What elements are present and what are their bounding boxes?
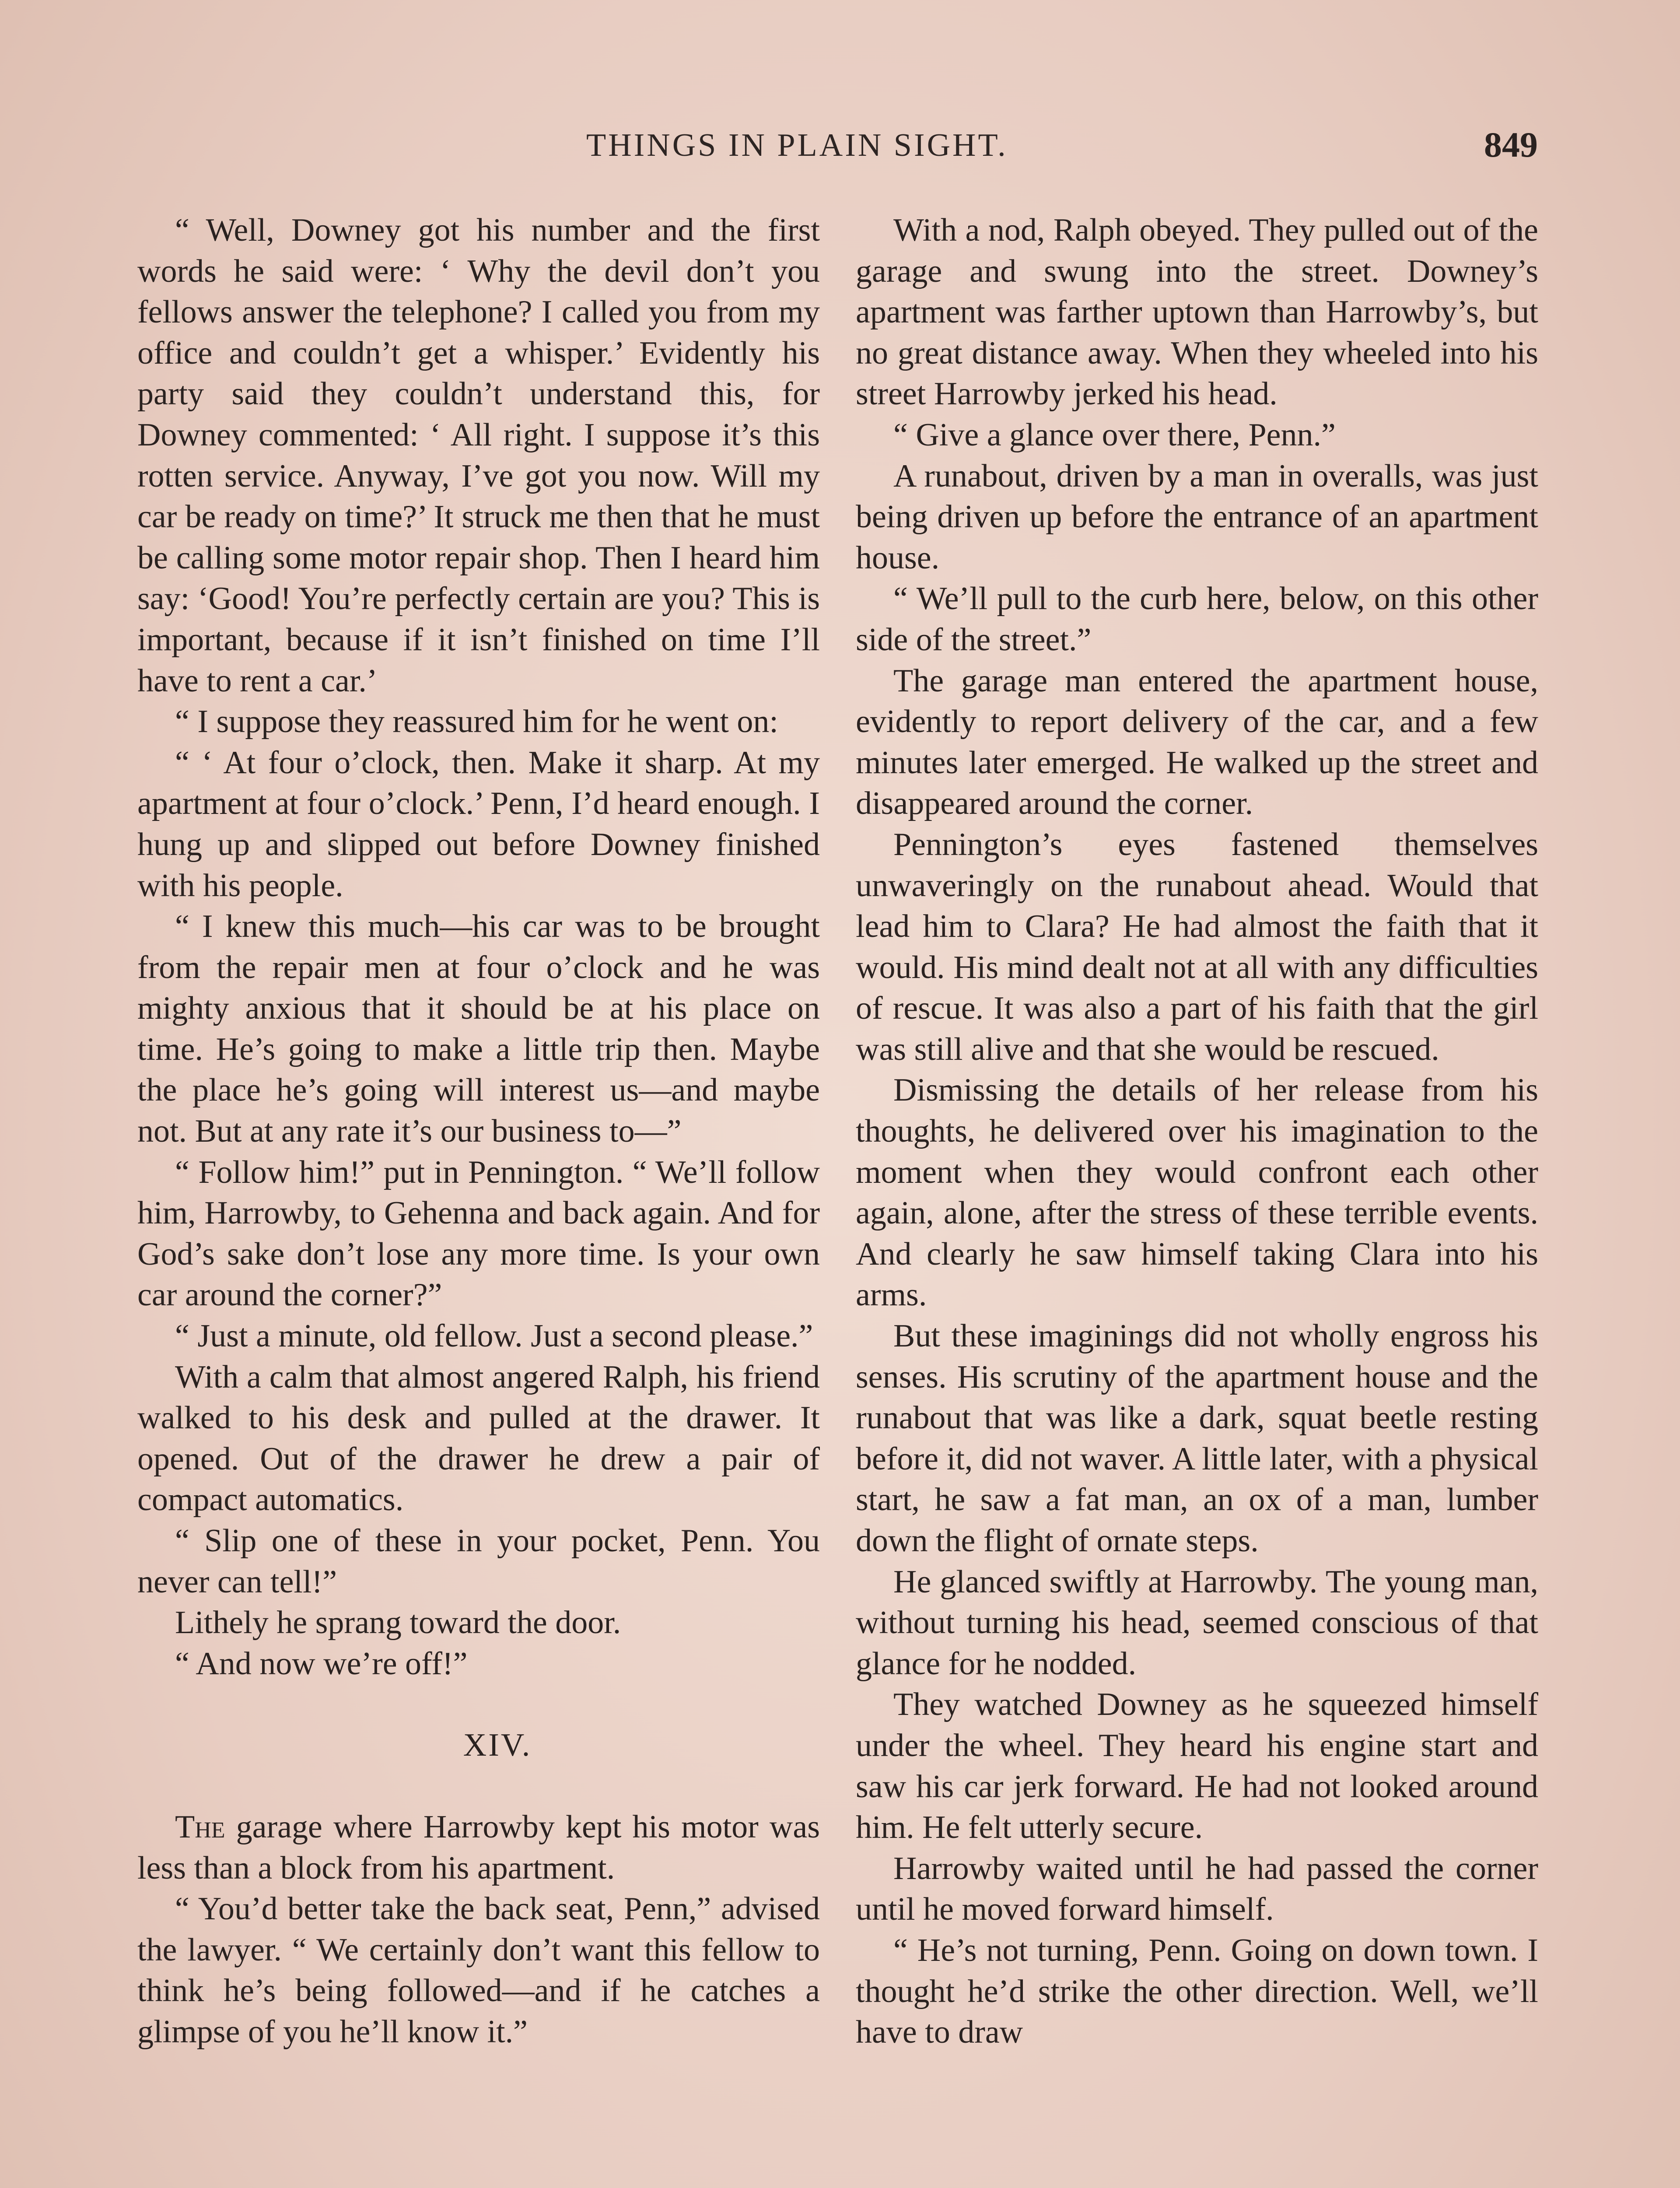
paragraph: “ I suppose they reassured him for he went on: bbox=[175, 704, 778, 740]
running-title: THINGS IN PLAIN SIGHT. bbox=[586, 127, 1008, 163]
paragraph: Dismissing the details of her release from his thoughts, he delivered over his imagination to the moment when they would confront each other again, alone, after the stress of these terrible events. And clearly he saw himself taking Clara into his arms. bbox=[856, 1072, 1538, 1313]
paragraph: “ Just a minute, old fellow. Just a second please.” bbox=[175, 1318, 813, 1354]
paragraph: With a nod, Ralph obeyed. They pulled out of the garage and swung into the street. Downey’s apartment was farther uptown than Harrowby’s, but no great distance away. When they wheeled into his street Harrowby jerked his head. bbox=[856, 212, 1538, 412]
paragraph: “ Well, Downey got his number and the first words he said were: ‘ Why the devil don’t you fellows answer the telephone? I called you from my office and couldn’t get a whisper.’ Evidently his party said they couldn’t understand this, for Downey commented: ‘ All right. I suppose it’s this rotten service. Anyway, I’ve got you now. Will my car be ready on time?’ It struck me then that he must be calling some motor repair shop. Then I heard him say: ‘Good! You’re perfectly certain are you? This is important, because if it isn’t finished on time I’ll have to rent a car.’ bbox=[137, 212, 820, 699]
paragraph: Harrowby waited until he had passed the corner until he moved forward himself. bbox=[856, 1850, 1538, 1928]
paragraph: He glanced swiftly at Harrowby. The young man, without turning his head, seemed conscious of that glance for he nodded. bbox=[856, 1564, 1538, 1682]
right-column bbox=[856, 210, 1538, 2053]
paragraph: A runabout, driven by a man in overalls, was just being driven up before the entrance of an apartment house. bbox=[856, 458, 1538, 576]
paragraph: “ You’d better take the back seat, Penn,” advised the lawyer. “ We certainly don’t want this fellow to think he’s being followed—and if he catches a glimpse of you he’ll know it.” bbox=[137, 1891, 820, 2050]
paragraph: “ He’s not turning, Penn. Going on down town. I thought he’d strike the other direction. Well, we’ll have to draw bbox=[856, 1932, 1538, 2051]
paragraph: They watched Downey as he squeezed himself under the wheel. They heard his engine start and saw his car jerk forward. He had not looked around him. He felt utterly secure. bbox=[856, 1687, 1538, 1846]
paragraph: “ Give a glance over there, Penn.” bbox=[893, 417, 1336, 453]
chapter-opening-text: garage where Harrowby kept his motor was less than a block from his apartment. bbox=[137, 1809, 820, 1886]
chapter-heading: XIV. bbox=[463, 1727, 532, 1764]
paragraph: With a calm that almost angered Ralph, his friend walked to his desk and pulled at the drawer. It opened. Out of the drawer he drew a pair of compact automatics. bbox=[137, 1359, 820, 1518]
chapter-first-word: The bbox=[175, 1809, 225, 1845]
chapter-opening-paragraph bbox=[137, 1807, 820, 1889]
paragraph: Lithely he sprang toward the door. bbox=[175, 1605, 621, 1641]
paragraph: “ Follow him!” put in Pennington. “ We’ll follow him, Harrowby, to Gehenna and back again. And for God’s sake don’t lose any more time. Is your own car around the corner?” bbox=[137, 1154, 820, 1313]
paragraph: “ Slip one of these in your pocket, Penn. You never can tell!” bbox=[137, 1523, 820, 1600]
paragraph: Pennington’s eyes fastened themselves unwaveringly on the runabout ahead. Would that lead him to Clara? He had almost the faith that it would. His mind dealt not at all with any difficulties of rescue. It was also a part of his faith that the girl was still alive and that she would be rescued. bbox=[856, 826, 1538, 1067]
paragraph: “ We’ll pull to the curb here, below, on this other side of the street.” bbox=[856, 581, 1538, 658]
paragraph: “ ‘ At four o’clock, then. Make it sharp. At my apartment at four o’clock.’ Penn, I’d heard enough. I hung up and slipped out before Downey finished with his people. bbox=[137, 744, 820, 904]
paragraph: But these imaginings did not wholly engross his senses. His scrutiny of the apartment house and the runabout that was like a dark, squat beetle resting before it, did not waver. A little later, with a physical start, he saw a fat man, an ox of a man, lumber down the flight of ornate steps. bbox=[856, 1318, 1538, 1559]
paragraph: “ I knew this much—his car was to be brought from the repair men at four o’clock and he was mighty anxious that it should be at his place on time. He’s going to make a little trip then. Maybe the place he’s going will interest us—and maybe not. But at any rate it’s our business to—” bbox=[137, 908, 820, 1150]
page-number: 849 bbox=[1484, 125, 1538, 165]
paragraph: The garage man entered the apartment house, evidently to report delivery of the car, and a few minutes later emerged. He walked up the street and disappeared around the corner. bbox=[856, 663, 1538, 822]
paragraph: “ And now we’re off!” bbox=[175, 1645, 468, 1682]
left-column bbox=[137, 210, 820, 2053]
